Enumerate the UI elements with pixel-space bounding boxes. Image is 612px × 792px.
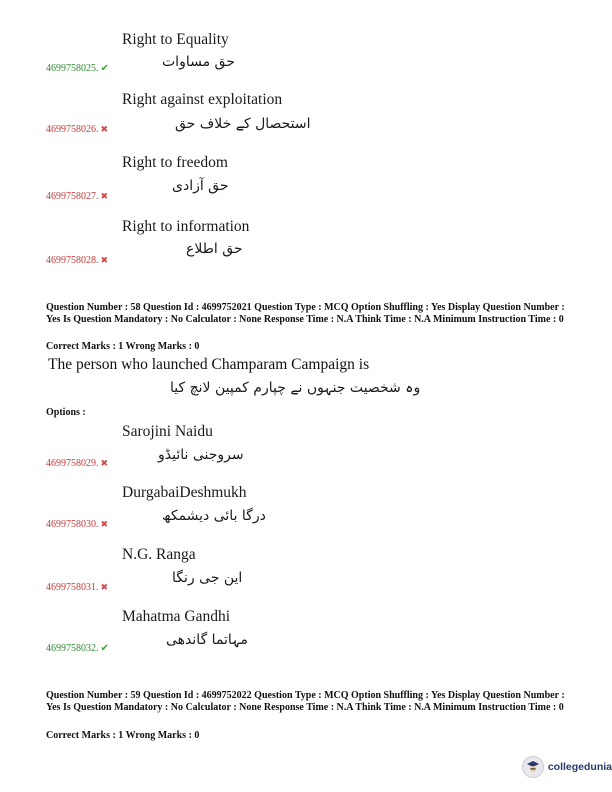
option-id bbox=[46, 63, 109, 74]
check-icon: ✔ bbox=[100, 643, 109, 654]
option-id-label: 4699758030. bbox=[46, 519, 99, 530]
collegedunia-logo bbox=[522, 756, 612, 778]
option-id bbox=[46, 458, 108, 469]
option-id-label: 4699758028. bbox=[46, 255, 99, 266]
cross-icon: ✖ bbox=[100, 582, 109, 592]
graduate-mascot-icon bbox=[522, 756, 544, 778]
option-text-ur: درگا بائی دیشمکھ bbox=[162, 508, 266, 524]
option-id-label: 4699758032. bbox=[46, 643, 99, 654]
option-id bbox=[46, 124, 108, 135]
cross-icon: ✖ bbox=[100, 191, 109, 201]
option-id bbox=[46, 643, 109, 654]
option-text-ur: این جی رنگا bbox=[172, 570, 243, 586]
cross-icon: ✖ bbox=[100, 255, 109, 265]
option-text-en: N.G. Ranga bbox=[122, 546, 196, 563]
option-text-en: Right to freedom bbox=[122, 154, 228, 171]
option-text-en: Right to information bbox=[122, 218, 250, 235]
marks-line: Correct Marks : 1 Wrong Marks : 0 bbox=[46, 730, 200, 741]
option-id-label: 4699758031. bbox=[46, 582, 99, 593]
question-meta: Question Number : 59 Question Id : 4699752022 Question Type : MCQ Option Shuffling : Yes Display Question Number : Yes Is Question Mandatory : No Calculator : None Response Time : N.A Think Time : N.A Minimum Instruction Time : 0 bbox=[46, 690, 565, 713]
check-icon: ✔ bbox=[100, 63, 109, 74]
option-id bbox=[46, 255, 108, 266]
marks-line: Correct Marks : 1 Wrong Marks : 0 bbox=[46, 341, 200, 352]
option-text-ur: استحصال کے خلاف حق bbox=[175, 116, 311, 132]
question-text-en: The person who launched Champaram Campaign is bbox=[48, 356, 370, 373]
option-id bbox=[46, 191, 108, 202]
option-text-en: Sarojini Naidu bbox=[122, 423, 213, 440]
question-text-ur: وہ شخصیت جنہوں نے چپارم کمپین لانچ کیا bbox=[170, 380, 421, 396]
option-text-en: DurgabaiDeshmukh bbox=[122, 484, 247, 501]
cross-icon: ✖ bbox=[100, 124, 109, 134]
option-id bbox=[46, 582, 108, 593]
option-text-en: Mahatma Gandhi bbox=[122, 608, 231, 625]
option-text-ur: مہاتما گاندھی bbox=[166, 632, 248, 648]
question-meta: Question Number : 58 Question Id : 4699752021 Question Type : MCQ Option Shuffling : Yes Display Question Number : Yes Is Question Mandatory : No Calculator : None Response Time : N.A Think Time : N.A Minimum Instruction Time : 0 bbox=[46, 302, 565, 325]
option-id-label: 4699758027. bbox=[46, 191, 99, 202]
option-id-label: 4699758029. bbox=[46, 458, 99, 469]
option-text-en: Right against exploitation bbox=[122, 91, 283, 108]
option-id-label: 4699758025. bbox=[46, 63, 99, 74]
option-text-ur: حق مساوات bbox=[162, 54, 235, 70]
option-id-label: 4699758026. bbox=[46, 124, 99, 135]
options-label: Options : bbox=[46, 407, 86, 418]
option-id bbox=[46, 519, 108, 530]
cross-icon: ✖ bbox=[100, 458, 109, 468]
cross-icon: ✖ bbox=[100, 519, 109, 529]
option-text-en: Right to Equality bbox=[122, 31, 229, 48]
option-text-ur: حق اطلاع bbox=[186, 241, 243, 257]
option-text-ur: سروجنی نائیڈو bbox=[158, 447, 244, 463]
option-text-ur: حق آزادی bbox=[172, 178, 229, 194]
logo-name: collegedunia bbox=[547, 760, 612, 773]
